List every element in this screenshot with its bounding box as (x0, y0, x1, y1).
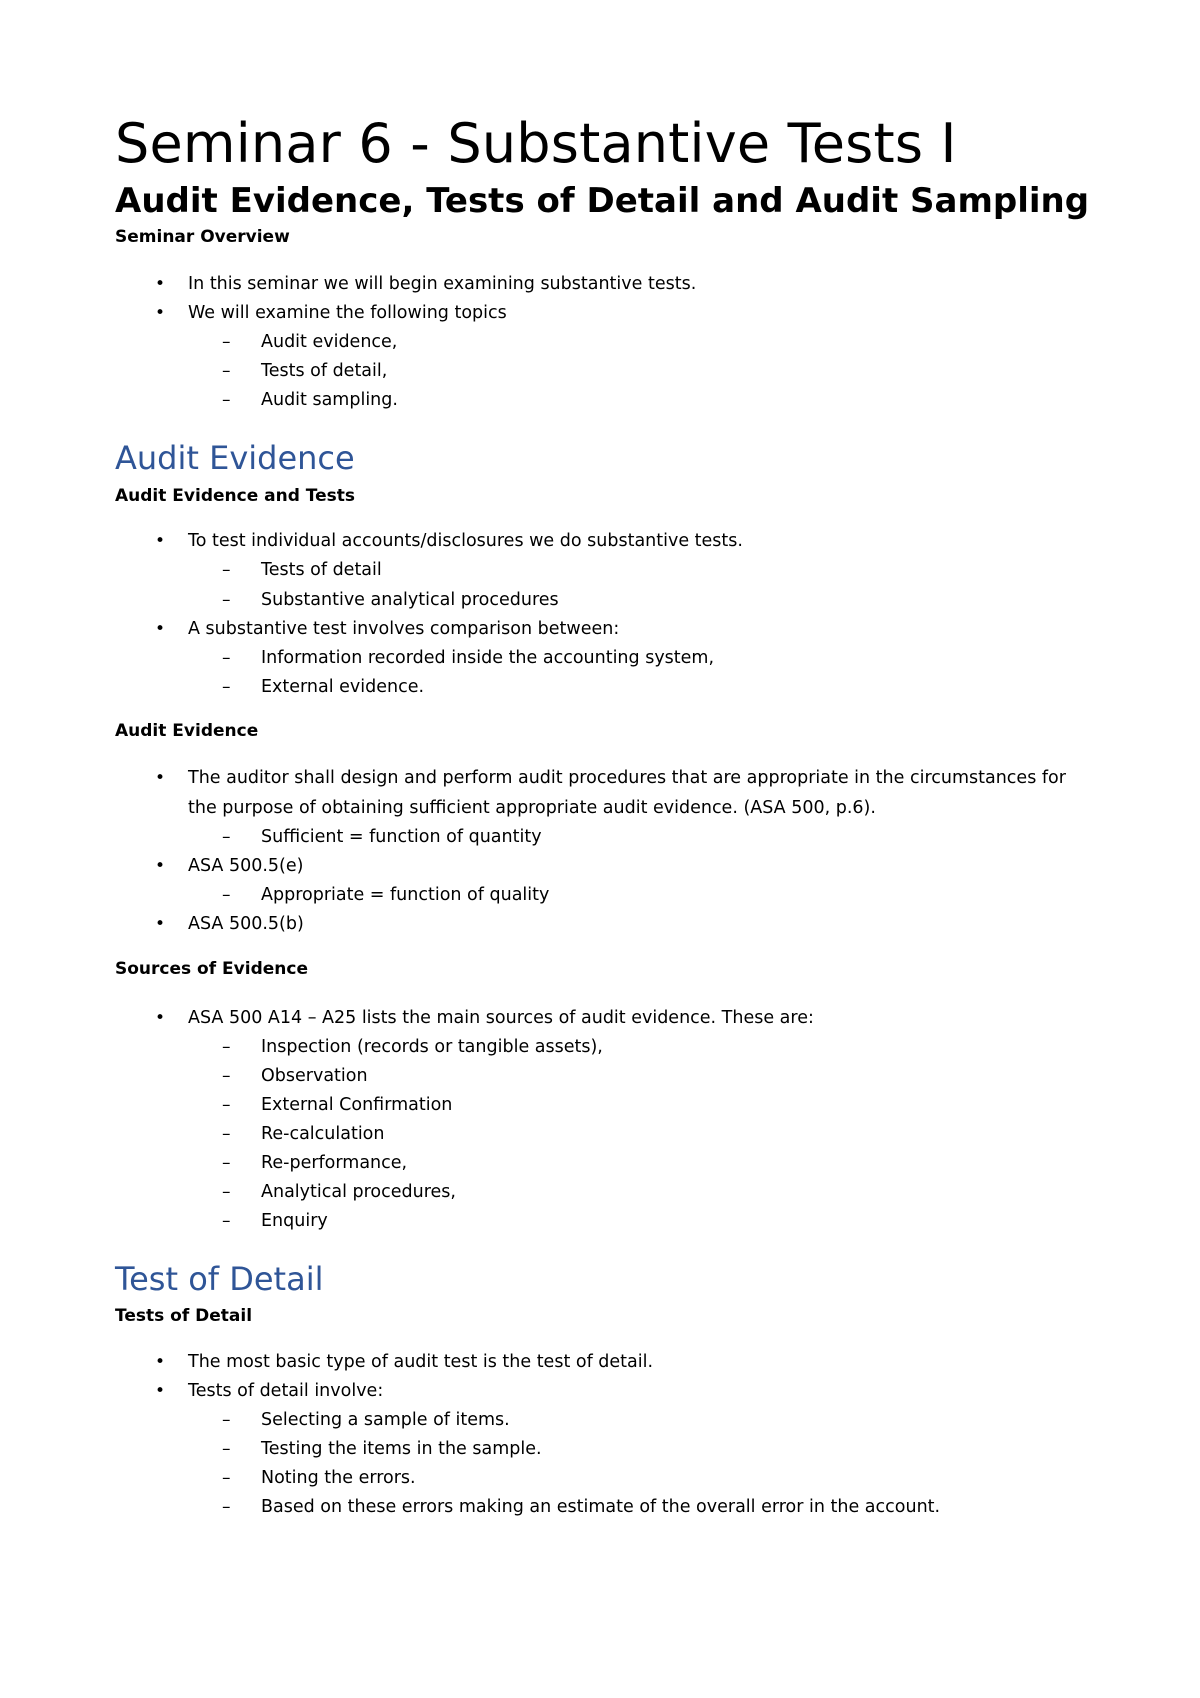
dash-marker: – (222, 648, 231, 668)
list-item: External evidence. (261, 677, 425, 697)
tests-of-detail-heading: Tests of Detail (115, 1306, 253, 1326)
dash-marker: – (222, 1182, 231, 1202)
dash-marker: – (222, 885, 231, 905)
dash-marker: – (222, 1037, 231, 1057)
list-item: Selecting a sample of items. (261, 1410, 510, 1430)
list-item: Substantive analytical procedures (261, 590, 559, 610)
list-item: Inspection (records or tangible assets), (261, 1037, 603, 1057)
section-heading-test-of-detail: Test of Detail (115, 1260, 324, 1298)
dash-marker: – (222, 827, 231, 847)
overview-bullet-2: We will examine the following topics (188, 303, 507, 323)
list-item: Based on these errors making an estimate of the overall error in the account. (261, 1497, 941, 1517)
dash-marker: – (222, 560, 231, 580)
overview-topic-3: Audit sampling. (261, 390, 398, 410)
dash-marker: – (222, 390, 231, 410)
overview-topic-1: Audit evidence, (261, 332, 398, 352)
overview-bullet-1: In this seminar we will begin examining substantive tests. (188, 274, 697, 294)
bullet-marker: • (155, 1381, 166, 1401)
bullet-marker: • (155, 768, 166, 788)
list-item: Enquiry (261, 1211, 328, 1231)
dash-marker: – (222, 1468, 231, 1488)
bullet-marker: • (155, 303, 166, 323)
list-item: Sufficient = function of quantity (261, 827, 542, 847)
dash-marker: – (222, 332, 231, 352)
overview-topic-2: Tests of detail, (261, 361, 388, 381)
bullet-marker: • (155, 856, 166, 876)
bullet-marker: • (155, 1352, 166, 1372)
dash-marker: – (222, 677, 231, 697)
list-item: Observation (261, 1066, 368, 1086)
dash-marker: – (222, 1211, 231, 1231)
list-item: Re-calculation (261, 1124, 385, 1144)
list-item: Analytical procedures, (261, 1182, 456, 1202)
dash-marker: – (222, 590, 231, 610)
dash-marker: – (222, 1153, 231, 1173)
list-item: External Confirmation (261, 1095, 453, 1115)
list-item: ASA 500.5(b) (188, 914, 304, 934)
audit-evidence-heading: Audit Evidence (115, 721, 259, 741)
list-item: Re-performance, (261, 1153, 408, 1173)
dash-marker: – (222, 1497, 231, 1517)
list-item: The most basic type of audit test is the test of detail. (188, 1352, 654, 1372)
document-title: Seminar 6 - Substantive Tests I (115, 112, 957, 175)
bullet-marker: • (155, 619, 166, 639)
bullet-marker: • (155, 531, 166, 551)
dash-marker: – (222, 1066, 231, 1086)
bullet-marker: • (155, 274, 166, 294)
list-item: To test individual accounts/disclosures we do substantive tests. (188, 531, 743, 551)
sources-of-evidence-heading: Sources of Evidence (115, 959, 308, 979)
list-item: Information recorded inside the accounting system, (261, 648, 715, 668)
list-item: The auditor shall design and perform audit procedures that are appropriate in the circumstances for (188, 768, 1066, 788)
document-subtitle: Audit Evidence, Tests of Detail and Audit Sampling (115, 181, 1090, 221)
audit-evidence-and-tests-heading: Audit Evidence and Tests (115, 486, 356, 506)
list-item: Noting the errors. (261, 1468, 416, 1488)
dash-marker: – (222, 361, 231, 381)
dash-marker: – (222, 1124, 231, 1144)
list-item: ASA 500 A14 – A25 lists the main sources of audit evidence. These are: (188, 1008, 814, 1028)
section-heading-audit-evidence: Audit Evidence (115, 439, 355, 477)
list-item: Testing the items in the sample. (261, 1439, 542, 1459)
list-item: A substantive test involves comparison between: (188, 619, 620, 639)
bullet-marker: • (155, 1008, 166, 1028)
list-item: Tests of detail involve: (188, 1381, 384, 1401)
seminar-overview-heading: Seminar Overview (115, 227, 290, 247)
bullet-marker: • (155, 914, 166, 934)
list-item-continuation: the purpose of obtaining sufficient appropriate audit evidence. (ASA 500, p.6). (188, 798, 876, 818)
dash-marker: – (222, 1410, 231, 1430)
dash-marker: – (222, 1439, 231, 1459)
list-item: Appropriate = function of quality (261, 885, 550, 905)
list-item: Tests of detail (261, 560, 382, 580)
dash-marker: – (222, 1095, 231, 1115)
list-item: ASA 500.5(e) (188, 856, 304, 876)
